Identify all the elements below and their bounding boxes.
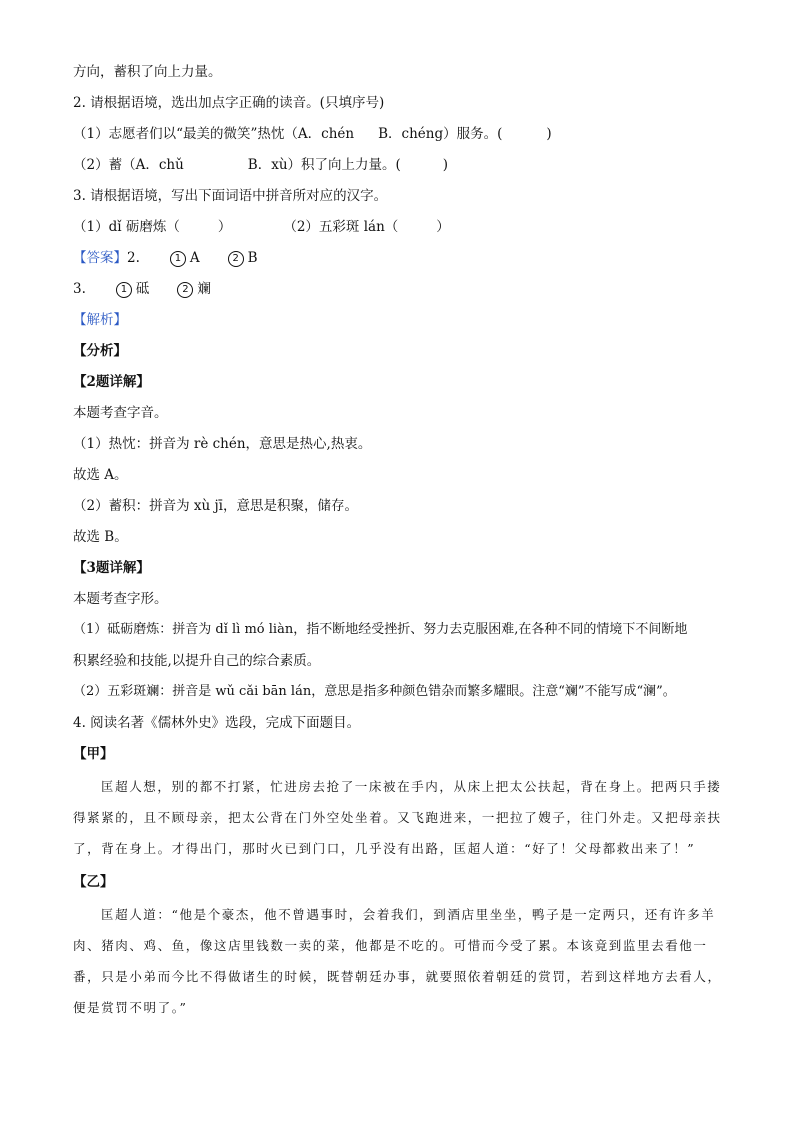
passage-heading-yi: 【乙】 xyxy=(73,874,114,890)
circled-number-icon: 2 xyxy=(177,282,193,298)
section-heading: 【3题详解】 xyxy=(73,560,150,576)
question-2-item-1: （1）志愿者们以“最美的微笑”热忱（A．chén B．chéng）服务。( ) xyxy=(73,126,552,142)
answer-line-2: 【答案】2. 1 A 2 B xyxy=(73,250,258,266)
question-3-prompt: 3. 请根据语境，写出下面词语中拼音所对应的汉字。 xyxy=(73,188,388,204)
passage-line: 匡超人想，别的都不打紧，忙进房去抢了一床被在手内，从床上把太公扶起，背在身上。把两只手搂 xyxy=(101,779,722,794)
circled-number-icon: 1 xyxy=(170,251,186,267)
passage-line: 便是赏罚不明了。” xyxy=(73,1000,188,1015)
passage-line: 了，背在身上。才得出门，那时火已到门口，几乎没有出路，匡超人道：“好了！父母都救出来了！” xyxy=(73,841,696,856)
text-line: （2）五彩斑斓：拼音是 wǔ cǎi bān lán，意思是指多种颜色错杂而繁多耀眼。注意“斓”不能写成“澜”。 xyxy=(73,684,676,699)
circled-number-icon: 2 xyxy=(228,251,244,267)
passage-line: 肉、猪肉、鸡、鱼，像这店里钱数一卖的菜，他都是不吃的。可惜而今受了累。本该竟到监里去看他一 xyxy=(73,938,708,953)
passage-line: 匡超人道：“他是个豪杰，他不曾遇事时，会着我们，到酒店里坐坐，鸭子是一定两只，还有许多羊 xyxy=(101,907,716,922)
text-line: 本题考查字音。 xyxy=(73,405,168,421)
analysis-label: 【解析】 xyxy=(73,312,127,328)
question-2-prompt: 2. 请根据语境，选出加点字正确的读音。(只填序号) xyxy=(73,95,385,111)
question-4-prompt: 4. 阅读名著《儒林外史》选段，完成下面题目。 xyxy=(73,715,361,731)
passage-line: 得紧紧的，且不顾母亲，把太公背在门外空处坐着。又飞跑进来，一把拉了嫂子，往门外走。又把母亲扶 xyxy=(73,810,722,825)
text-line: （1）热忱：拼音为 rè chén，意思是热心,热衷。 xyxy=(73,436,372,452)
text-line: 故选 B。 xyxy=(73,529,128,545)
question-2-item-2: （2）蓄（A．chǔ B．xù）积了向上力量。( ) xyxy=(73,157,449,173)
circled-number-icon: 1 xyxy=(116,282,132,298)
text-line: 本题考查字形。 xyxy=(73,591,168,607)
text-line: （2）蓄积：拼音为 xù jī，意思是积聚，储存。 xyxy=(73,498,358,514)
section-heading: 【分析】 xyxy=(73,343,127,359)
passage-heading-jia: 【甲】 xyxy=(73,746,114,762)
section-heading: 【2题详解】 xyxy=(73,374,150,390)
text-line: 方向，蓄积了向上力量。 xyxy=(73,64,222,80)
text-line: 故选 A。 xyxy=(73,467,128,483)
text-line: 积累经验和技能,以提升自己的综合素质。 xyxy=(73,653,321,669)
question-3-items: （1）dǐ 砺磨炼（ ） （2）五彩斑 lán（ ） xyxy=(73,219,450,235)
text-line: （1）砥砺磨炼：拼音为 dǐ lì mó liàn，指不断地经受挫折、努力去克服困难,在各种不同的情境下不间断地 xyxy=(73,622,688,637)
answer-line-3: 3. 1 砥 2 斓 xyxy=(73,281,211,297)
passage-line: 番，只是小弟而今比不得做诸生的时候，既替朝廷办事，就要照依着朝廷的赏罚，若到这样地方去看人， xyxy=(73,969,722,984)
answer-label: 【答案】 xyxy=(73,250,127,266)
